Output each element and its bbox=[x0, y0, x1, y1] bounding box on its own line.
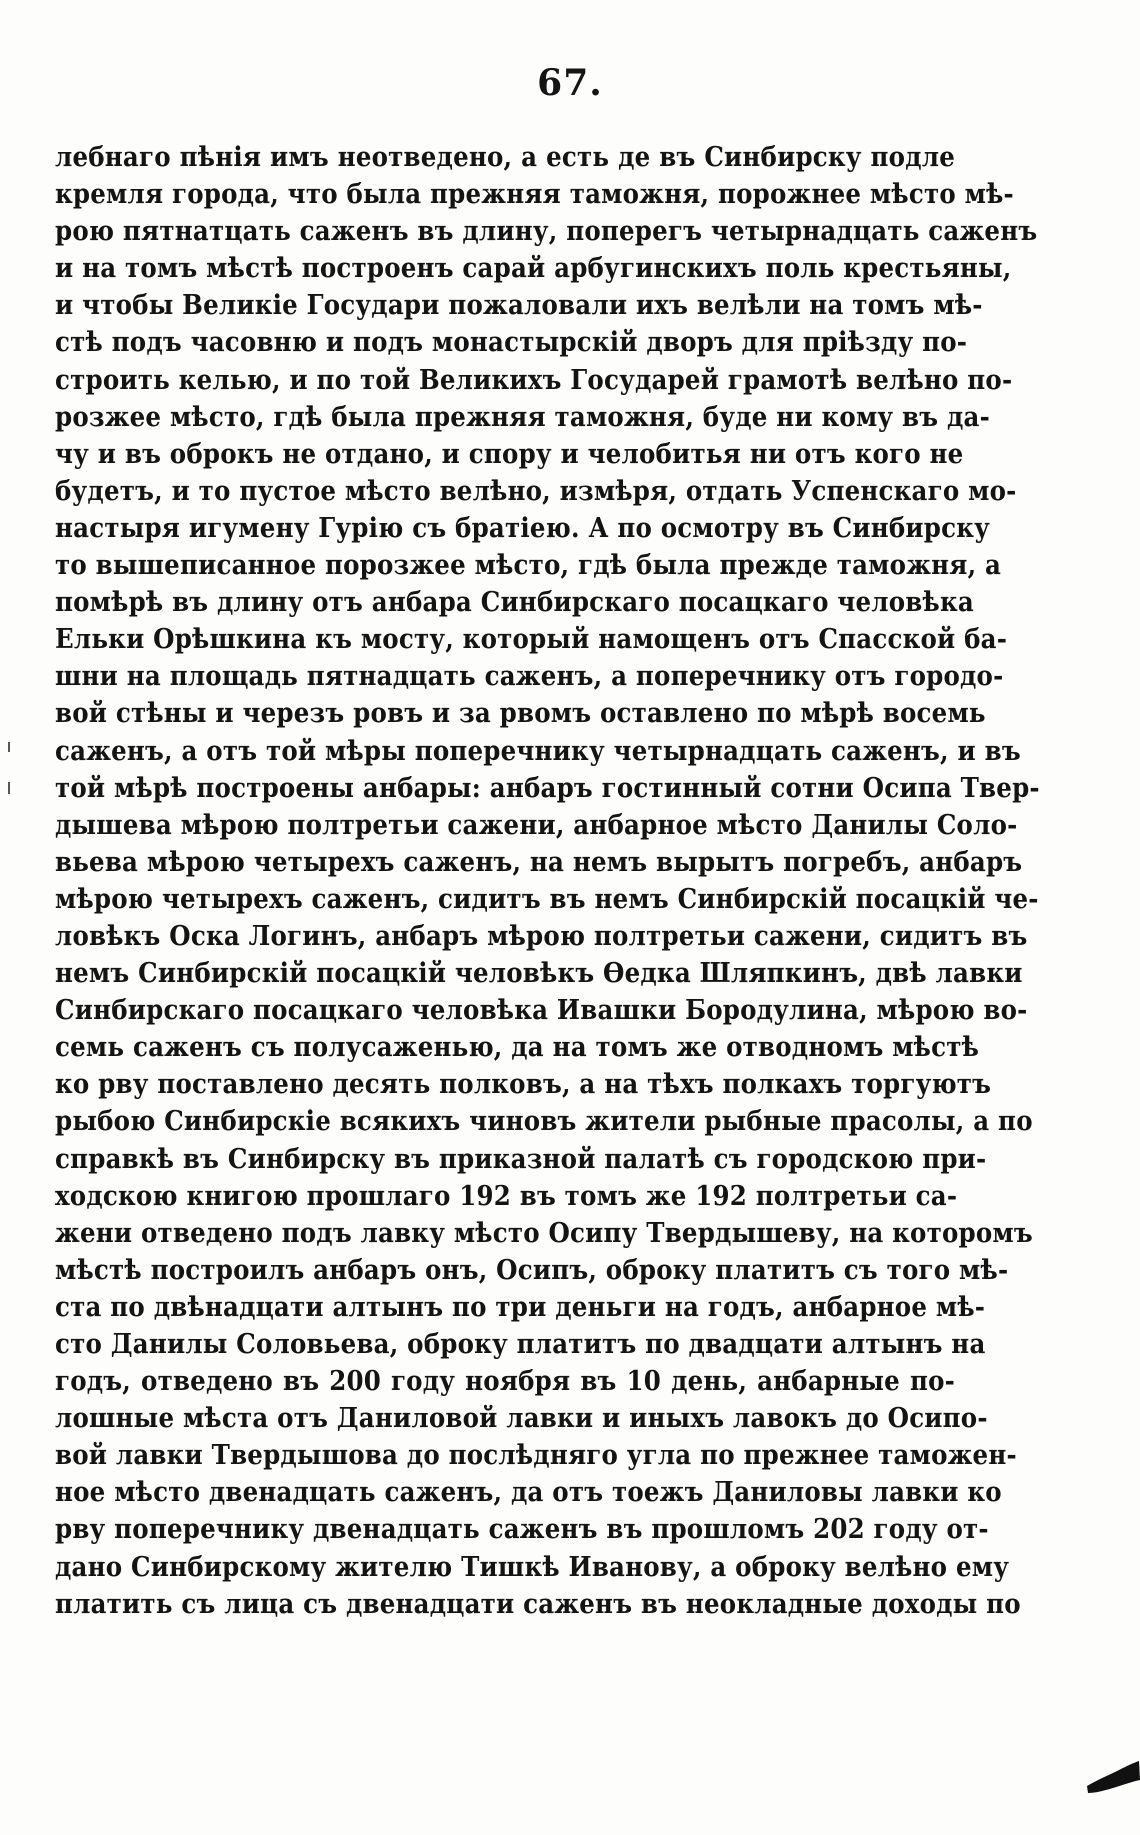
text-line: вьева мѣрою четырехъ саженъ, на немъ вырытъ погребъ, анбаръ bbox=[55, 845, 1023, 878]
text-line: справкѣ въ Синбирску въ приказной палатѣ съ городскою при- bbox=[55, 1141, 987, 1175]
text-line: ное мѣсто двенадцать саженъ, да отъ тоежъ Даниловы лавки ко bbox=[55, 1475, 1002, 1509]
text-line: саженъ, а отъ той мѣры поперечнику четырнадцать саженъ, и въ bbox=[55, 733, 1021, 767]
text-line: настыря игумену Гурію съ братіею. А по осмотру въ Синбирску bbox=[55, 511, 991, 544]
text-line: ко рву поставлено десять полковъ, а на тѣхъ полкахъ торгуютъ bbox=[55, 1067, 992, 1101]
text-line: семь саженъ съ полусаженью, да на томъ же отводномъ мѣстѣ bbox=[55, 1030, 980, 1063]
text-line: вой стѣны и черезъ ровъ и за рвомъ оставлено по мѣрѣ восемь bbox=[55, 696, 986, 730]
margin-mark bbox=[8, 742, 10, 752]
text-line: строить келью, и по той Великихъ Государей грамотѣ велѣно по- bbox=[55, 362, 1013, 396]
text-line: будетъ, и то пустое мѣсто велѣно, измѣря, отдать Успенскаго мо- bbox=[55, 474, 1017, 507]
text-line: розжее мѣсто, гдѣ была прежняя таможня, буде ни кому въ да- bbox=[55, 399, 990, 433]
text-line: и на томъ мѣстѣ построенъ сарай арбугинскихъ поль крестьяны, bbox=[55, 251, 1012, 285]
text-line: дано Синбирскому жителю Тишкѣ Иванову, а оброку велѣно ему bbox=[55, 1549, 1010, 1583]
text-line: рыбою Синбирскіе всякихъ чиновъ жители рыбные прасолы, а по bbox=[55, 1104, 1033, 1138]
text-line: ходскою книгою прошлаго 192 въ томъ же 192 полтретьи са- bbox=[55, 1178, 958, 1212]
text-line: кремля города, что была прежняя таможня, порожнее мѣсто мѣ- bbox=[55, 177, 1014, 210]
margin-mark bbox=[8, 782, 10, 794]
text-line: вой лавки Твердышова до послѣдняго угла по прежнее таможен- bbox=[55, 1438, 1017, 1472]
text-line: платить съ лица съ двенадцати саженъ въ неокладные доходы по bbox=[55, 1586, 1021, 1620]
text-line: ловѣкъ Оска Логинъ, анбаръ мѣрою полтретьи сажени, сидитъ въ bbox=[55, 919, 1028, 952]
text-line: годъ, отведено въ 200 году ноября въ 10 день, анбарные по- bbox=[55, 1364, 955, 1397]
text-line: немъ Синбирскій посацкій человѣкъ Ѳедка Шляпкинъ, двѣ лавки bbox=[55, 956, 1023, 989]
page-number: 67. bbox=[537, 62, 603, 104]
text-line: ста по двѣнадцати алтынъ по три деньги на годъ, анбарное мѣ- bbox=[55, 1290, 986, 1323]
text-line: дышева мѣрою полтретьи сажени, анбарное мѣсто Данилы Соло- bbox=[55, 807, 1018, 841]
body-text bbox=[55, 138, 1040, 1622]
text-line: помѣрѣ въ длину отъ анбара Синбирскаго посацкаго человѣка bbox=[55, 585, 974, 618]
text-line: Ельки Орѣшкина къ мосту, который намощенъ отъ Спасской ба- bbox=[55, 622, 1008, 655]
text-line: лебнаго пѣнія имъ неотведено, а есть де въ Синбирску подле bbox=[55, 140, 955, 173]
text-line: той мѣрѣ построены анбары: анбаръ гостинный сотни Осипа Твер- bbox=[55, 770, 1040, 804]
text-line: мѣрою четырехъ саженъ, сидитъ въ немъ Синбирскій посацкій че- bbox=[55, 882, 1039, 915]
ink-smudge bbox=[1085, 1760, 1140, 1794]
text-line: шни на площадь пятнадцать саженъ, а поперечнику отъ городо- bbox=[55, 659, 1004, 693]
text-line: то вышеписанное порозжее мѣсто, гдѣ была прежде таможня, а bbox=[55, 548, 1002, 581]
text-line: лошные мѣста отъ Даниловой лавки и иныхъ лавокъ до Осипо- bbox=[55, 1401, 988, 1434]
text-line: стѣ подъ часовню и подъ монастырскій дворъ для пріѣзду по- bbox=[55, 325, 968, 359]
text-line: жени отведено подъ лавку мѣсто Осипу Твердышеву, на которомъ bbox=[55, 1215, 1033, 1249]
text-line: Синбирскаго посацкаго человѣка Ивашки Бородулина, мѣрою во- bbox=[55, 993, 1028, 1026]
text-line: рву поперечнику двенадцать саженъ въ прошломъ 202 году от- bbox=[55, 1512, 989, 1546]
text-line: рою пятнатцать саженъ въ длину, поперегъ четырнадцать саженъ bbox=[55, 214, 1038, 247]
text-line: сто Данилы Соловьева, оброку платитъ по двадцати алтынъ на bbox=[55, 1327, 986, 1360]
text-line: мѣстѣ построилъ анбаръ онъ, Осипъ, оброку платитъ съ того мѣ- bbox=[55, 1253, 1009, 1286]
text-line: и чтобы Великіе Государи пожаловали ихъ велѣли на томъ мѣ- bbox=[55, 288, 983, 322]
text-line: чу и въ оброкъ не отдано, и спору и челобитья ни отъ кого не bbox=[55, 437, 964, 470]
